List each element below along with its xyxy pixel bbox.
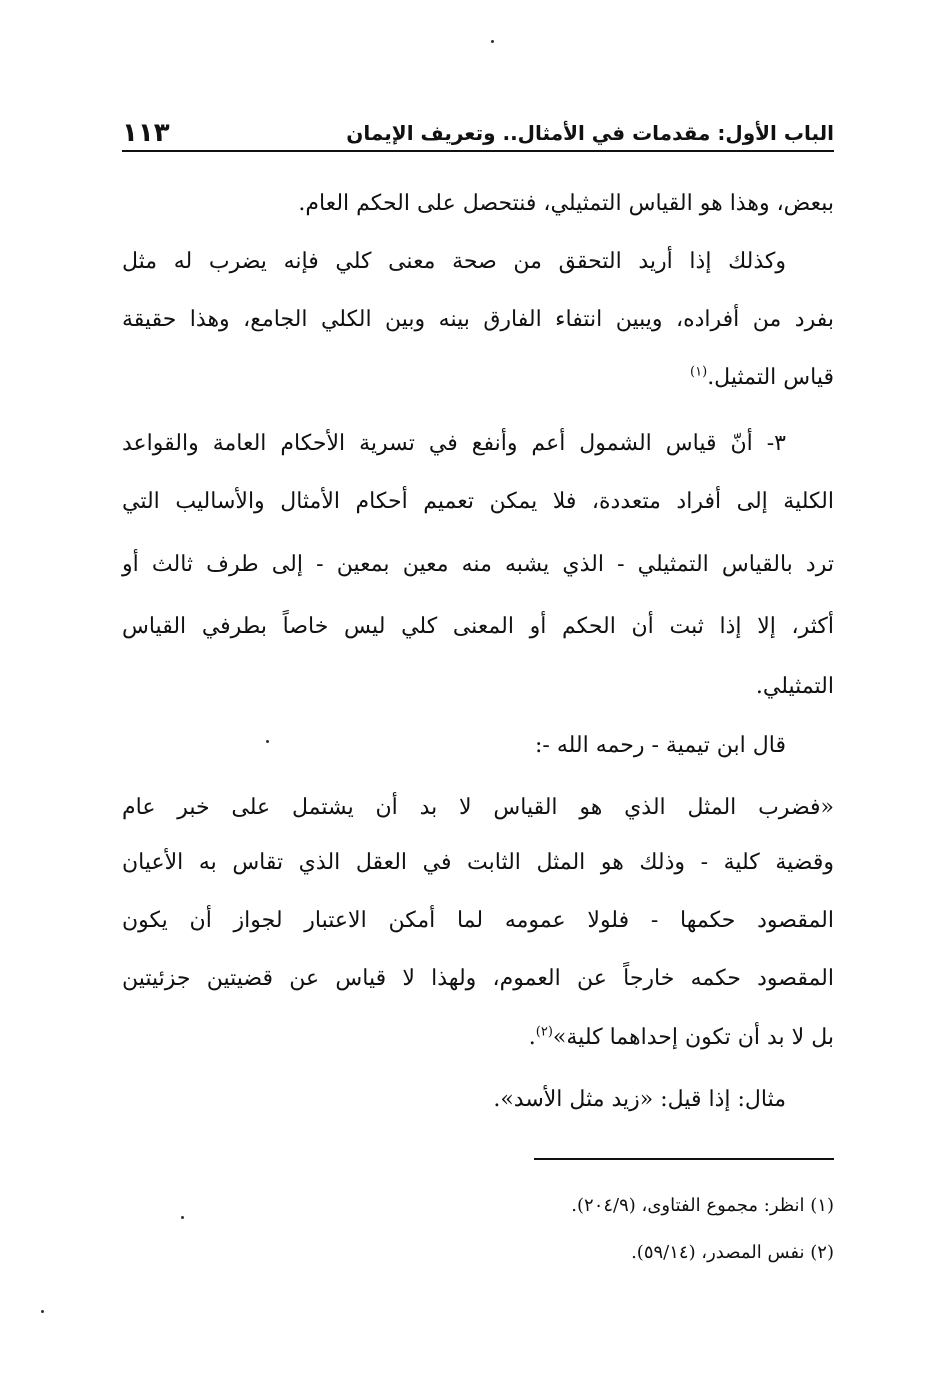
scan-speck	[41, 1310, 44, 1313]
body-line-8: أكثر، إلا إذا ثبت أن الحكم أو المعنى كلي ليس خاصاً بطرفي القياس	[122, 614, 834, 639]
header-title: الباب الأول: مقدمات في الأمثال.. وتعريف الإيمان	[346, 121, 834, 145]
quote-line-3: المقصود حكمها - فلولا عمومه لما أمكن الاعتبار لجواز أن يكون	[122, 908, 834, 933]
body-line-1: ببعض، وهذا هو القياس التمثيلي، فنتحصل على الحكم العام.	[298, 191, 834, 216]
footnote-1: (١) انظر: مجموع الفتاوى، (٢٠٤/٩).	[571, 1195, 834, 1216]
page-number: ١١٣	[122, 118, 170, 148]
quote-line-5-period: .	[528, 1025, 536, 1050]
quote-line-2: وقضية كلية - وذلك هو المثل الثابت في العقل الذي تقاس به الأعيان	[122, 850, 834, 875]
body-line-6: الكلية إلى أفراد متعددة، فلا يمكن تعميم أحكام الأمثال والأساليب التي	[122, 489, 834, 514]
body-line-7: ترد بالقياس التمثيلي - الذي يشبه منه معين بمعين - إلى طرف ثالث أو	[122, 552, 834, 577]
scan-speck	[181, 1216, 184, 1219]
footnote-2: (٢) نفس المصدر، (٥٩/١٤).	[631, 1242, 834, 1263]
footnote-ref-1[interactable]: (١)	[690, 364, 708, 380]
running-header	[122, 112, 834, 148]
quote-line-5-text: بل لا بد أن تكون إحداهما كلية»	[552, 1025, 834, 1050]
footnote-separator	[534, 1158, 834, 1160]
scan-speck	[266, 740, 269, 743]
body-line-3: بفرد من أفراده، ويبين انتفاء الفارق بينه وبين الكلي الجامع، وهذا حقيقة	[122, 307, 834, 332]
body-line-2: وكذلك إذا أريد التحقق من صحة معنى كلي فإنه يضرب له مثل	[122, 249, 786, 274]
quote-line-1: «فضرب المثل الذي هو القياس لا بد أن يشتمل على خبر عام	[122, 795, 834, 820]
quote-line-4: المقصود حكمه خارجاً عن العموم، ولهذا لا قياس عن قضيتين جزئيتين	[122, 966, 834, 991]
header-rule	[122, 150, 834, 152]
example-line: مثال: إذا قيل: «زيد مثل الأسد».	[493, 1087, 786, 1112]
quote-line-5	[529, 1020, 834, 1056]
scan-speck	[491, 40, 494, 43]
footnote-ref-2[interactable]: (٢)	[535, 1024, 553, 1040]
body-line-9: التمثيلي.	[755, 674, 834, 699]
body-line-10: قال ابن تيمية - رحمه الله -:	[535, 733, 786, 758]
body-line-4-text: قياس التمثيل.	[707, 365, 834, 390]
body-line-4	[690, 360, 834, 396]
body-line-5: ٣- أنّ قياس الشمول أعم وأنفع في تسرية الأحكام العامة والقواعد	[122, 431, 786, 456]
